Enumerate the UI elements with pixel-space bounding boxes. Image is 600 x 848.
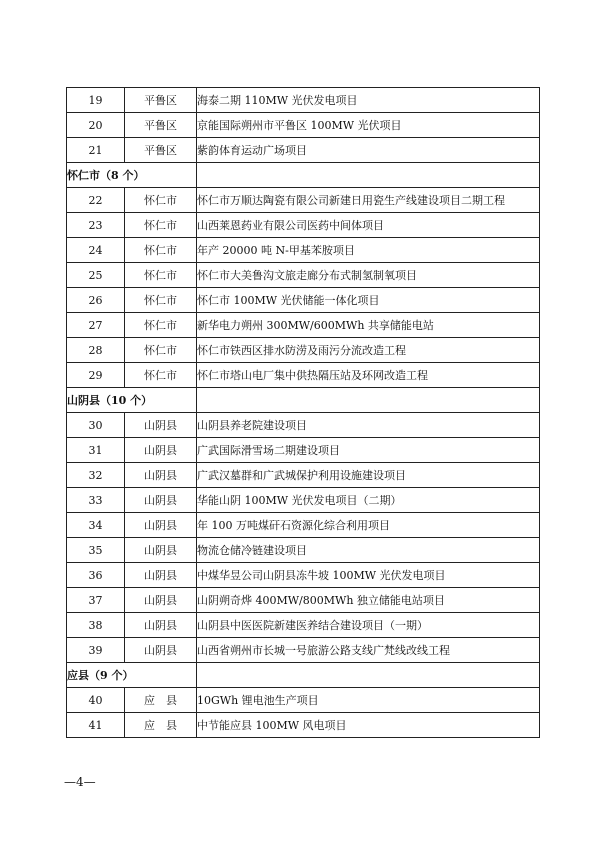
row-number: 40 (67, 688, 125, 713)
row-number: 37 (67, 588, 125, 613)
group-empty-cell (197, 663, 540, 688)
row-county: 怀仁市 (125, 288, 197, 313)
row-project-name: 华能山阴 100MW 光伏发电项目（二期） (197, 488, 540, 513)
row-project-name: 京能国际朔州市平鲁区 100MW 光伏项目 (197, 113, 540, 138)
row-county: 山阴县 (125, 488, 197, 513)
projects-table (66, 87, 540, 738)
row-county: 山阴县 (125, 588, 197, 613)
table-row (67, 538, 540, 563)
table-row (67, 713, 540, 738)
row-project-name: 广武汉墓群和广武城保护利用设施建设项目 (197, 463, 540, 488)
row-number: 34 (67, 513, 125, 538)
row-project-name: 年 100 万吨煤矸石资源化综合利用项目 (197, 513, 540, 538)
row-number: 23 (67, 213, 125, 238)
table-row (67, 88, 540, 113)
row-number: 28 (67, 338, 125, 363)
table-row (67, 138, 540, 163)
table-row (67, 338, 540, 363)
row-project-name: 紫韵体育运动广场项目 (197, 138, 540, 163)
table-row (67, 263, 540, 288)
row-county: 怀仁市 (125, 263, 197, 288)
row-county: 山阴县 (125, 513, 197, 538)
row-county: 山阴县 (125, 613, 197, 638)
table-row (67, 463, 540, 488)
row-number: 29 (67, 363, 125, 388)
row-county: 平鲁区 (125, 138, 197, 163)
row-county: 平鲁区 (125, 113, 197, 138)
row-project-name: 10GWh 锂电池生产项目 (197, 688, 540, 713)
table-row (67, 688, 540, 713)
row-number: 20 (67, 113, 125, 138)
group-label: 怀仁市（8 个） (67, 163, 197, 188)
row-project-name: 海泰二期 110MW 光伏发电项目 (197, 88, 540, 113)
row-county: 山阴县 (125, 563, 197, 588)
row-number: 21 (67, 138, 125, 163)
row-project-name: 山阴县中医医院新建医养结合建设项目（一期） (197, 613, 540, 638)
table-row (67, 113, 540, 138)
row-project-name: 山阴朔奇烨 400MW/800MWh 独立储能电站项目 (197, 588, 540, 613)
row-project-name: 怀仁市塔山电厂集中供热隔压站及环网改造工程 (197, 363, 540, 388)
group-header-row (67, 388, 540, 413)
row-county: 山阴县 (125, 438, 197, 463)
table-row (67, 513, 540, 538)
row-project-name: 广武国际滑雪场二期建设项目 (197, 438, 540, 463)
page-number: —4— (64, 775, 96, 789)
row-project-name: 山西莱恩药业有限公司医药中间体项目 (197, 213, 540, 238)
row-county: 怀仁市 (125, 363, 197, 388)
row-project-name: 新华电力朔州 300MW/600MWh 共享储能电站 (197, 313, 540, 338)
row-county: 应 县 (125, 713, 197, 738)
row-project-name: 山西省朔州市长城一号旅游公路支线广梵线改线工程 (197, 638, 540, 663)
table-row (67, 188, 540, 213)
row-county: 山阴县 (125, 463, 197, 488)
row-project-name: 怀仁市大美鲁沟文旅走廊分布式制氢制氧项目 (197, 263, 540, 288)
row-number: 32 (67, 463, 125, 488)
row-county: 怀仁市 (125, 238, 197, 263)
row-county: 平鲁区 (125, 88, 197, 113)
row-county: 怀仁市 (125, 338, 197, 363)
group-header-row (67, 663, 540, 688)
row-number: 33 (67, 488, 125, 513)
row-county: 山阴县 (125, 413, 197, 438)
row-number: 22 (67, 188, 125, 213)
row-county: 怀仁市 (125, 313, 197, 338)
row-number: 27 (67, 313, 125, 338)
row-project-name: 怀仁市万顺达陶瓷有限公司新建日用瓷生产线建设项目二期工程 (197, 188, 540, 213)
row-number: 26 (67, 288, 125, 313)
row-number: 25 (67, 263, 125, 288)
group-label: 山阴县（10 个） (67, 388, 197, 413)
row-project-name: 物流仓储冷链建设项目 (197, 538, 540, 563)
row-project-name: 怀仁市 100MW 光伏储能一体化项目 (197, 288, 540, 313)
row-county: 怀仁市 (125, 213, 197, 238)
row-number: 30 (67, 413, 125, 438)
table-row (67, 638, 540, 663)
table-row (67, 613, 540, 638)
projects-table-body (67, 88, 540, 738)
table-row (67, 438, 540, 463)
row-project-name: 山阴县养老院建设项目 (197, 413, 540, 438)
table-row (67, 588, 540, 613)
table-row (67, 413, 540, 438)
table-row (67, 288, 540, 313)
row-number: 39 (67, 638, 125, 663)
row-number: 24 (67, 238, 125, 263)
row-project-name: 年产 20000 吨 N-甲基苯胺项目 (197, 238, 540, 263)
group-header-row (67, 163, 540, 188)
table-row (67, 313, 540, 338)
row-number: 19 (67, 88, 125, 113)
row-county: 怀仁市 (125, 188, 197, 213)
row-project-name: 怀仁市铁西区排水防涝及雨污分流改造工程 (197, 338, 540, 363)
table-row (67, 213, 540, 238)
group-empty-cell (197, 163, 540, 188)
table-row (67, 488, 540, 513)
row-county: 山阴县 (125, 638, 197, 663)
group-label: 应县（9 个） (67, 663, 197, 688)
row-project-name: 中煤华昱公司山阴县冻牛坡 100MW 光伏发电项目 (197, 563, 540, 588)
group-empty-cell (197, 388, 540, 413)
table-row (67, 238, 540, 263)
row-number: 36 (67, 563, 125, 588)
row-number: 31 (67, 438, 125, 463)
row-county: 应 县 (125, 688, 197, 713)
row-number: 38 (67, 613, 125, 638)
row-number: 41 (67, 713, 125, 738)
table-row (67, 363, 540, 388)
row-number: 35 (67, 538, 125, 563)
table-row (67, 563, 540, 588)
row-project-name: 中节能应县 100MW 风电项目 (197, 713, 540, 738)
row-county: 山阴县 (125, 538, 197, 563)
